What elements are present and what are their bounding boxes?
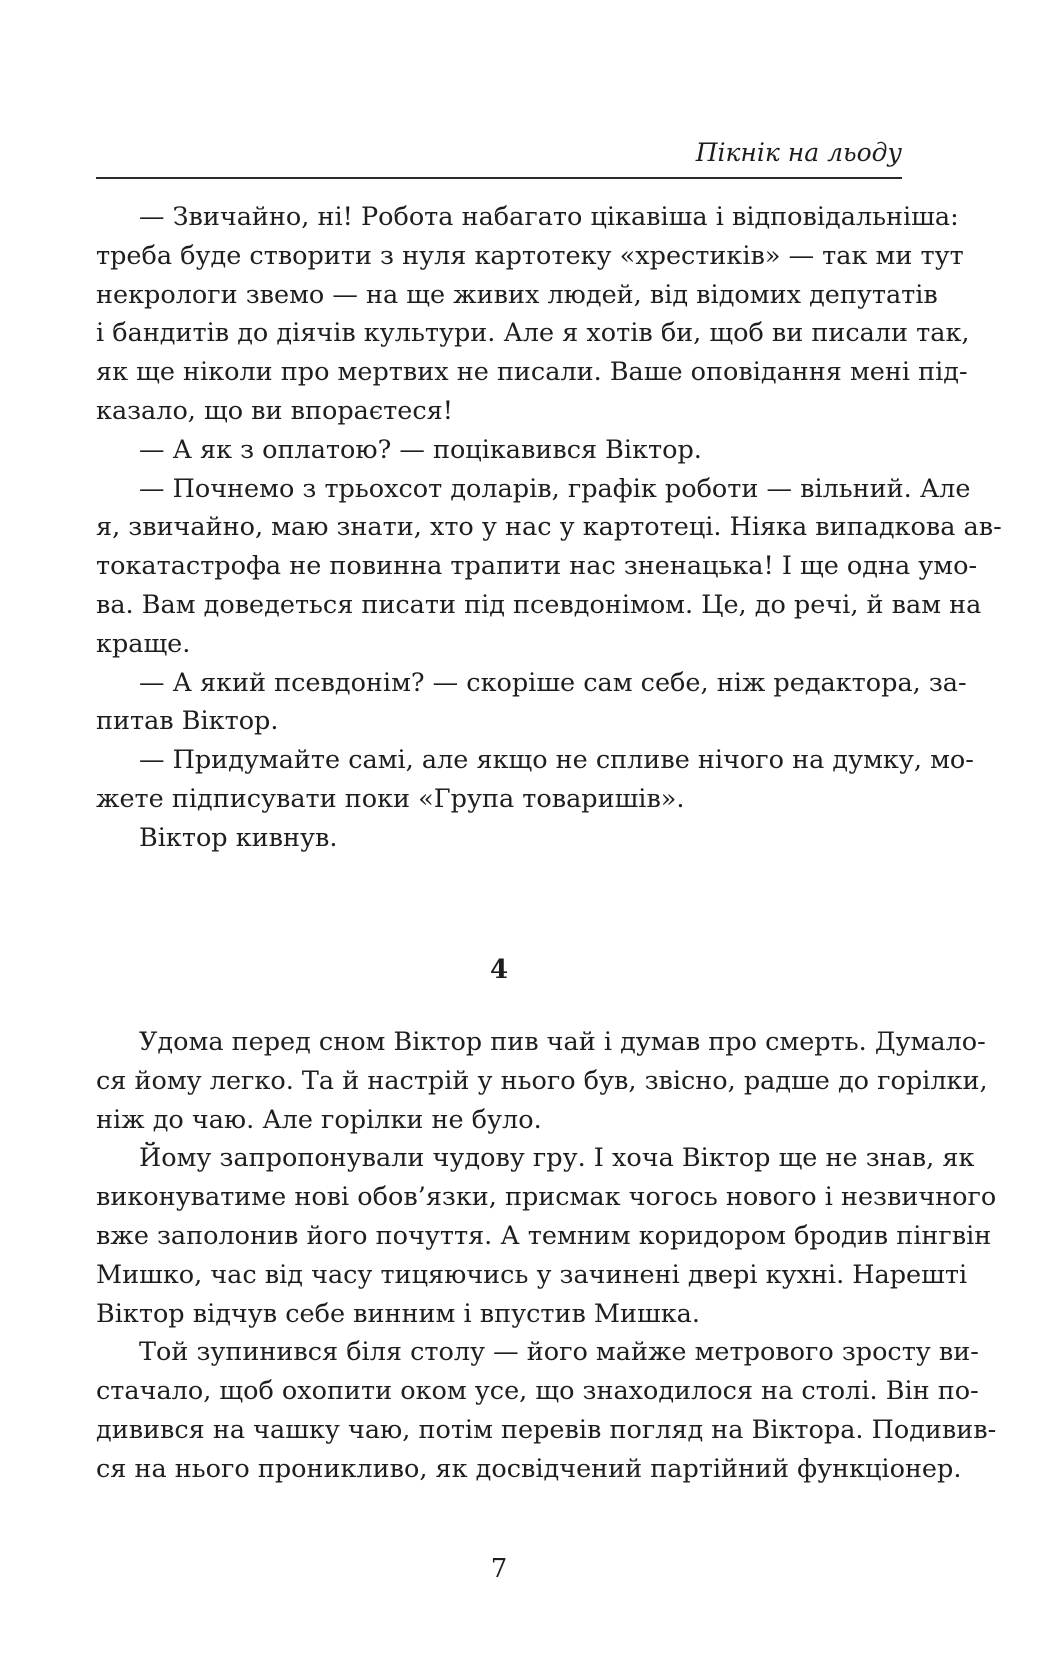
text-line: ніж до чаю. Але горілки не було. [96, 1104, 542, 1135]
text-line: виконуватиме нові обов’язки, присмак чогось нового і незвичного [96, 1182, 997, 1213]
text-line: я, звичайно, маю знати, хто у нас у картотеці. Ніяка випадкова ав- [96, 512, 1002, 543]
text-line: жете підписувати поки «Група товаришів». [96, 783, 685, 814]
text-line: — Почнемо з трьохсот доларів, графік роботи — вільний. Але [139, 473, 971, 504]
text-line: ся на нього проникливо, як досвідчений партійний функціонер. [96, 1453, 962, 1484]
text-line: і бандитів до діячів культури. Але я хотів би, щоб ви писали так, [96, 318, 970, 349]
chapter-number: 4 [489, 955, 509, 985]
text-line: ва. Вам доведеться писати під псевдонімом. Це, до речі, й вам на [96, 589, 982, 620]
page-number: 7 [490, 1554, 508, 1584]
text-line: Той зупинився біля столу — його майже метрового зросту ви- [139, 1337, 979, 1368]
text-line: — А який псевдонім? — скоріше сам себе, ніж редактора, за- [139, 667, 967, 698]
text-line: краще. [96, 628, 191, 659]
text-line: дивився на чашку чаю, потім перевів погляд на Віктора. Подивив- [96, 1414, 997, 1445]
text-line: вже заполонив його почуття. А темним коридором бродив пінгвін [96, 1220, 992, 1251]
text-block-chapter [96, 1023, 997, 1489]
text-line: як ще ніколи про мертвих не писали. Ваше оповідання мені під- [96, 357, 968, 388]
text-line: треба буде створити з нуля картотеку «хрестиків» — так ми тут [96, 240, 964, 271]
text-line: Удома перед сном Віктор пив чай і думав про смерть. Думало- [139, 1027, 986, 1057]
text-line: Віктор кивнув. [139, 822, 338, 853]
text-line: Мишко, час від часу тицяючись у зачинені двері кухні. Нарешті [96, 1259, 968, 1290]
text-line: — А як з оплатою? — поцікавився Віктор. [139, 434, 702, 465]
text-line: — Придумайте самі, але якщо не спливе нічого на думку, мо- [139, 745, 974, 776]
text-line: казало, що ви впораєтеся! [96, 395, 453, 426]
text-line: питав Віктор. [96, 706, 279, 737]
running-header-title: Пікнік на льоду [695, 138, 902, 167]
text-block-dialogue [96, 198, 1002, 858]
text-line: ся йому легко. Та й настрій у нього був, звісно, радше до горілки, [96, 1065, 988, 1096]
text-line: — Звичайно, ні! Робота набагато цікавіша і відповідальніша: [139, 202, 959, 232]
text-line: токатастрофа не повинна трапити нас зненацька! І ще одна умо- [96, 551, 978, 582]
header-rule [96, 177, 902, 179]
text-line: стачало, щоб охопити оком усе, що знаходилося на столі. Він по- [96, 1376, 979, 1407]
text-line: Віктор відчув себе винним і впустив Мишка. [96, 1298, 700, 1329]
text-line: Йому запропонували чудову гру. І хоча Віктор ще не знав, як [139, 1143, 975, 1174]
text-line: некрологи звемо — на ще живих людей, від відомих депутатів [96, 279, 938, 310]
